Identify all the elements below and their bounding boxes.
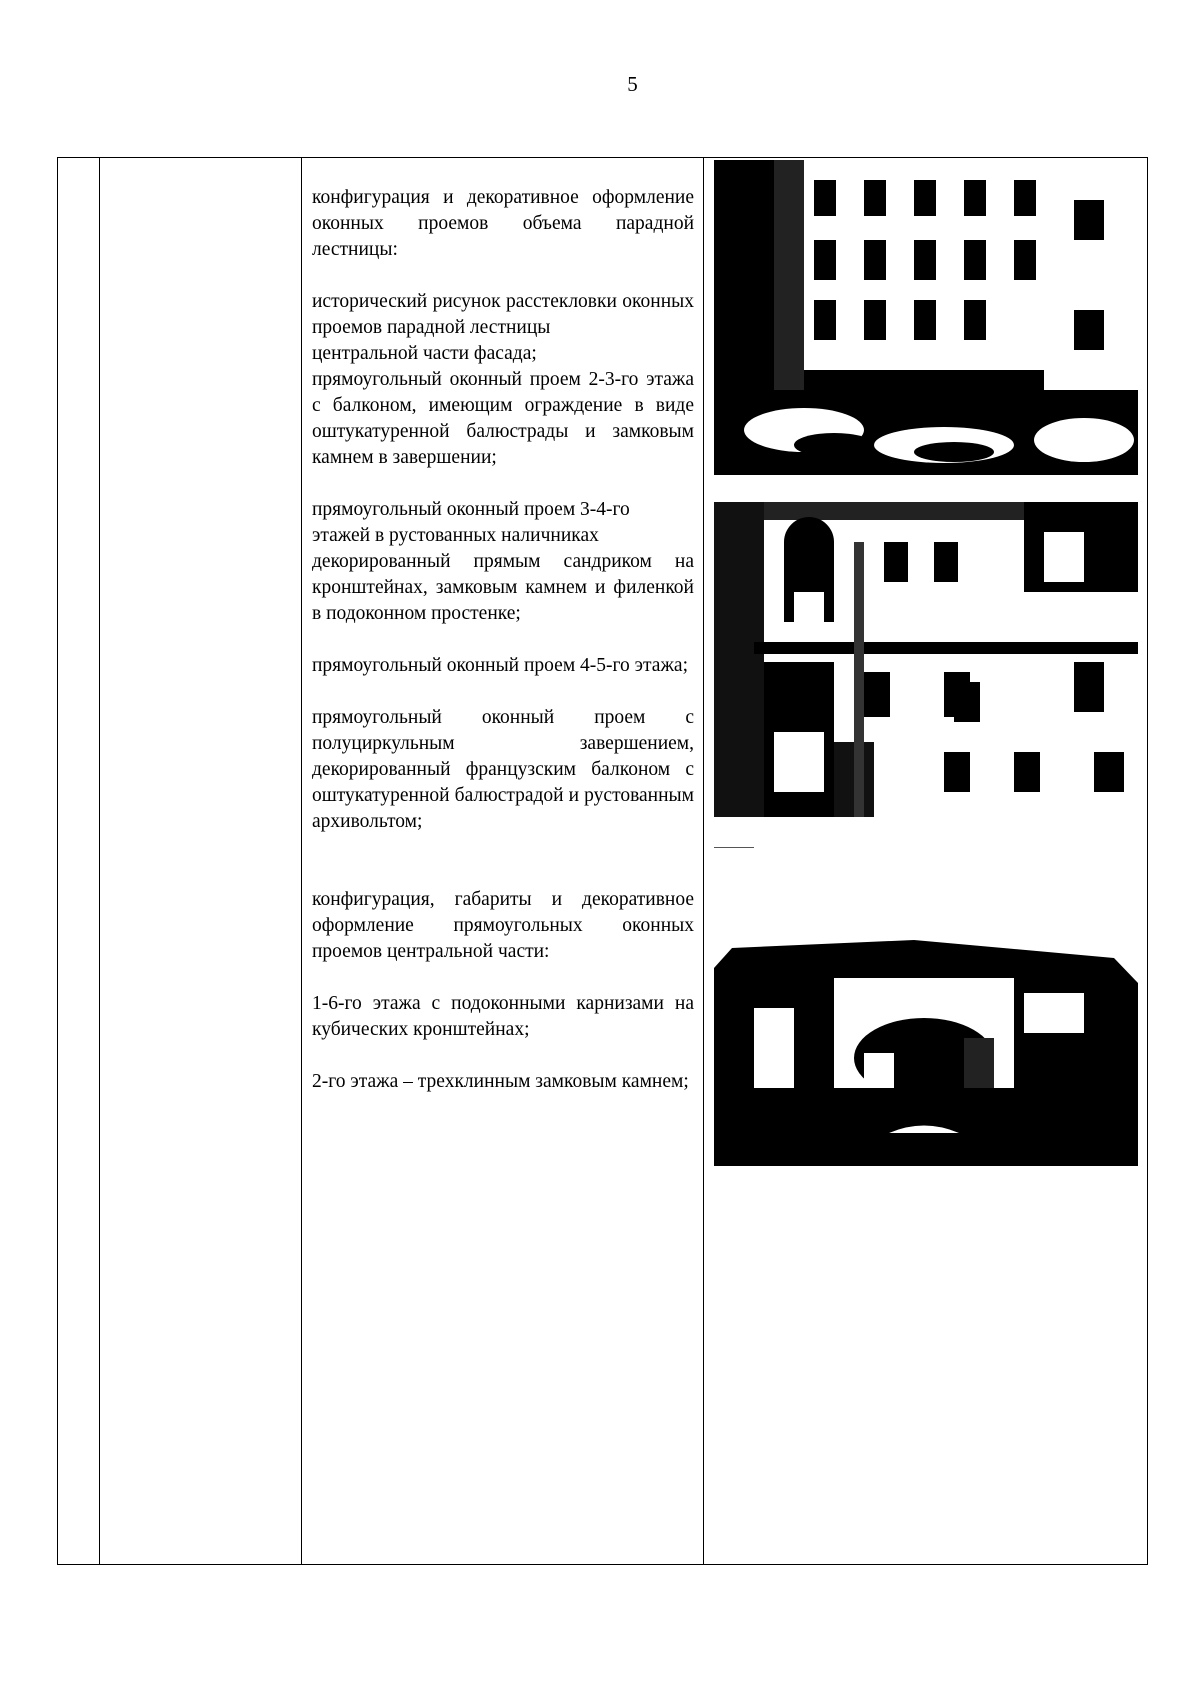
description-column — [312, 185, 694, 1095]
description-block-8 — [312, 991, 694, 1043]
description-line: этажей в рустованных наличниках — [312, 525, 599, 546]
description-line: 2-го этажа – трехклинным замковым камнем; — [312, 1071, 689, 1092]
entrance-canopy-photo-image — [714, 938, 1138, 1166]
page-number: 5 — [627, 72, 638, 96]
description-block-1 — [312, 185, 694, 263]
description-block-5 — [312, 653, 694, 679]
facade-windows-photo-image — [714, 502, 1138, 817]
photo-divider-mark — [714, 847, 754, 848]
description-block-3 — [312, 367, 694, 471]
facade-street-photo — [714, 160, 1138, 475]
description-line: прямоугольный оконный проем 3-4-го — [312, 499, 630, 520]
description-line: прямоугольный оконный проем 4-5-го этажа; — [312, 655, 688, 676]
description-line: прямоугольный оконный проем 2-3-го этажа с балконом, имеющим ограждение в виде оштукатуренной балюстрады и замковым камнем в завершении; — [312, 369, 694, 468]
description-line: исторический рисунок расстекловки оконных проемов парадной лестницы — [312, 291, 694, 338]
facade-street-photo-image — [714, 160, 1138, 475]
description-line: 1-6-го этажа с подоконными карнизами на кубических кронштейнах; — [312, 993, 694, 1040]
column-divider-3 — [703, 158, 704, 1564]
description-block-4 — [312, 497, 694, 627]
description-block-6 — [312, 705, 694, 835]
description-line: конфигурация и декоративное оформление оконных проемов объема парадной лестницы: — [312, 187, 694, 260]
description-line: конфигурация, габариты и декоративное оформление прямоугольных оконных проемов центральной части: — [312, 889, 694, 962]
description-block-2 — [312, 289, 694, 367]
facade-windows-photo — [714, 502, 1138, 817]
column-divider-2 — [301, 158, 302, 1564]
description-block-9 — [312, 1069, 694, 1095]
column-divider-1 — [99, 158, 100, 1564]
entrance-canopy-photo — [714, 938, 1138, 1166]
description-line: центральной части фасада; — [312, 343, 537, 364]
description-block-7 — [312, 887, 694, 965]
description-line: декорированный прямым сандриком на кронштейнах, замковым камнем и филенкой в подоконном простенке; — [312, 551, 694, 624]
description-line: прямоугольный оконный проем с полуциркульным завершением, декорированный французским балконом с оштукатуренной балюстрадой и рустованным архивольтом; — [312, 707, 694, 832]
